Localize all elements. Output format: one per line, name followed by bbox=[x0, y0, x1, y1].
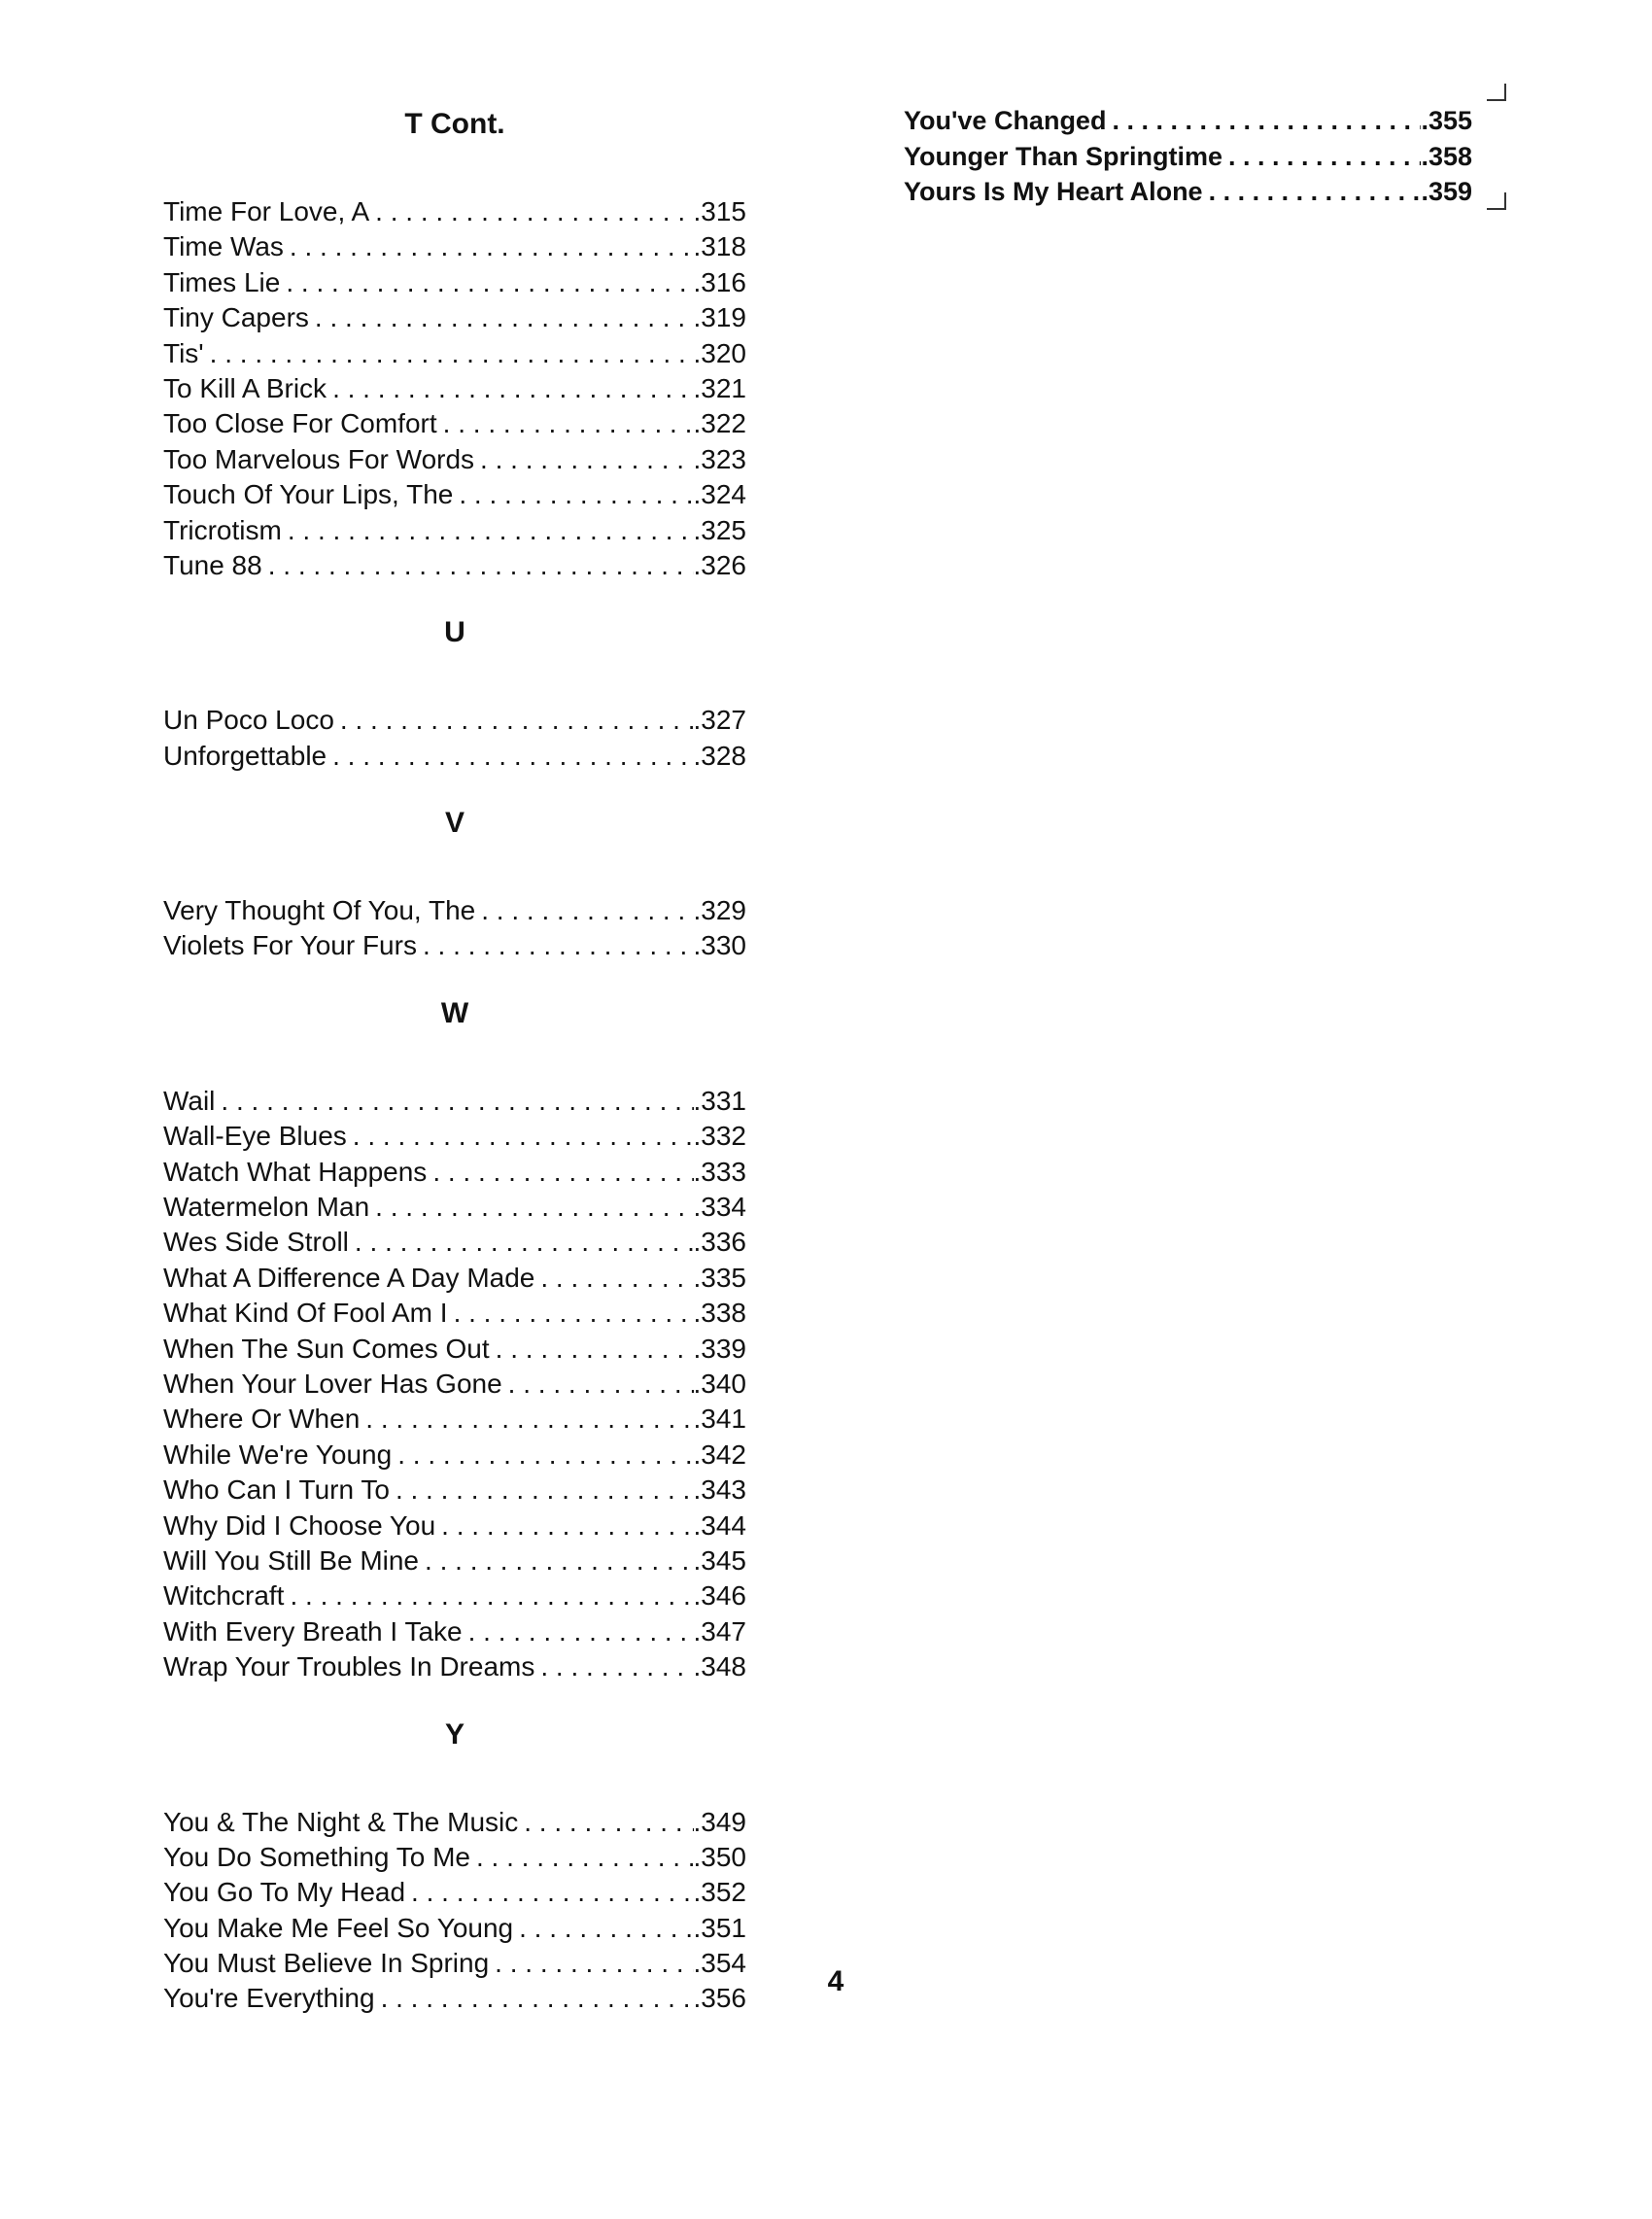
dot-leader bbox=[215, 1084, 693, 1119]
dot-leader bbox=[392, 1438, 693, 1473]
entry-page: .325 bbox=[693, 514, 746, 545]
index-entry bbox=[163, 1649, 746, 1684]
entry-title: Why Did I Choose You bbox=[163, 1509, 436, 1541]
entry-title: Unforgettable bbox=[163, 740, 327, 771]
entry-title: You've Changed bbox=[904, 106, 1107, 135]
entry-page: .335 bbox=[693, 1262, 746, 1293]
index-entry bbox=[163, 1981, 746, 2016]
index-entry bbox=[163, 1946, 746, 1981]
entry-title: Tricrotism bbox=[163, 514, 282, 545]
dot-leader bbox=[204, 336, 694, 371]
entry-page: .316 bbox=[693, 266, 746, 297]
index-entry bbox=[163, 1332, 746, 1367]
dot-leader bbox=[417, 928, 694, 963]
index-entry bbox=[163, 1543, 746, 1578]
index-entry bbox=[163, 1875, 746, 1910]
entry-page: .355 bbox=[1421, 106, 1472, 135]
entry-title: Will You Still Be Mine bbox=[163, 1544, 420, 1576]
scan-margin-mark bbox=[1487, 84, 1506, 101]
index-entry bbox=[904, 103, 1472, 139]
entry-title: You Must Believe In Spring bbox=[163, 1948, 490, 1979]
index-entry bbox=[904, 174, 1472, 210]
entry-page: .341 bbox=[693, 1404, 746, 1435]
dot-leader bbox=[262, 548, 694, 583]
entry-title: Very Thought Of You, The bbox=[163, 895, 476, 926]
entry-page: .327 bbox=[693, 705, 746, 736]
dot-leader bbox=[463, 1614, 694, 1649]
section-heading: T Cont. bbox=[404, 108, 505, 140]
entry-title: Violets For Your Furs bbox=[163, 930, 417, 961]
entry-page: .322 bbox=[693, 408, 746, 439]
section-heading: W bbox=[440, 996, 469, 1029]
dot-leader bbox=[474, 442, 693, 477]
dot-leader bbox=[284, 1578, 693, 1613]
index-entry bbox=[163, 1261, 746, 1296]
dot-leader bbox=[534, 1261, 693, 1296]
entry-page: .326 bbox=[693, 549, 746, 580]
index-entry bbox=[163, 1190, 746, 1225]
entry-title: Too Close For Comfort bbox=[163, 408, 437, 439]
scan-margin-mark bbox=[1487, 192, 1506, 210]
entry-title: Yours Is My Heart Alone bbox=[904, 177, 1203, 206]
dot-leader bbox=[1203, 174, 1422, 210]
entry-title: When The Sun Comes Out bbox=[163, 1333, 490, 1364]
index-section-y bbox=[163, 1716, 746, 2017]
dot-leader bbox=[327, 371, 693, 406]
entry-list bbox=[163, 1805, 746, 2017]
entry-page: .315 bbox=[693, 196, 746, 226]
index-entry bbox=[163, 1155, 746, 1190]
index-entry bbox=[163, 703, 746, 738]
entry-page: .359 bbox=[1421, 177, 1472, 206]
index-section-w bbox=[163, 994, 746, 1685]
dot-leader bbox=[375, 1981, 694, 2016]
index-entry bbox=[163, 1578, 746, 1613]
entry-title: Time Was bbox=[163, 231, 284, 262]
entry-title: Watermelon Man bbox=[163, 1192, 370, 1223]
entry-title: Too Marvelous For Words bbox=[163, 443, 475, 474]
section-heading: U bbox=[444, 616, 465, 649]
entry-page: .354 bbox=[693, 1948, 746, 1979]
entry-page: .345 bbox=[693, 1544, 746, 1576]
entry-title: Wail bbox=[163, 1085, 216, 1116]
index-entry bbox=[163, 1402, 746, 1437]
index-entry bbox=[163, 928, 746, 963]
dot-leader bbox=[419, 1543, 693, 1578]
entry-title: When Your Lover Has Gone bbox=[163, 1368, 502, 1399]
index-entry bbox=[163, 1296, 746, 1331]
entry-page: .340 bbox=[693, 1368, 746, 1399]
dot-leader bbox=[282, 513, 694, 548]
entry-title: Wall-Eye Blues bbox=[163, 1121, 347, 1152]
entry-list bbox=[163, 1084, 746, 1685]
dot-leader bbox=[309, 300, 694, 335]
entry-page: .318 bbox=[693, 231, 746, 262]
entry-title: To Kill A Brick bbox=[163, 372, 327, 403]
dot-leader bbox=[448, 1296, 694, 1331]
section-heading: Y bbox=[444, 1717, 465, 1751]
entry-page: .348 bbox=[693, 1651, 746, 1682]
index-entry bbox=[163, 1084, 746, 1119]
dot-leader bbox=[513, 1911, 693, 1946]
entry-title: Tiny Capers bbox=[163, 302, 309, 333]
dot-leader bbox=[489, 1946, 693, 1981]
dot-leader bbox=[502, 1367, 694, 1402]
entry-title: Who Can I Turn To bbox=[163, 1474, 390, 1506]
index-entry bbox=[163, 1508, 746, 1543]
entry-page: .346 bbox=[693, 1580, 746, 1612]
index-entry bbox=[163, 477, 746, 512]
entry-title: You're Everything bbox=[163, 1983, 375, 2014]
dot-leader bbox=[284, 229, 694, 264]
entry-page: .328 bbox=[693, 740, 746, 771]
entry-page: .323 bbox=[693, 443, 746, 474]
index-entry bbox=[163, 229, 746, 264]
entry-title: Times Lie bbox=[163, 266, 281, 297]
entry-list bbox=[163, 703, 746, 774]
index-entry bbox=[163, 1119, 746, 1154]
entry-page: .344 bbox=[693, 1509, 746, 1541]
entry-title: You & The Night & The Music bbox=[163, 1806, 519, 1837]
entry-title: Wrap Your Troubles In Dreams bbox=[163, 1651, 535, 1682]
page-number: 4 bbox=[827, 1965, 844, 1997]
index-entry bbox=[163, 194, 746, 229]
dot-leader bbox=[518, 1805, 693, 1840]
dot-leader bbox=[475, 893, 693, 928]
entry-page: .320 bbox=[693, 337, 746, 368]
dot-leader bbox=[490, 1332, 694, 1367]
index-entry bbox=[163, 1805, 746, 1840]
entry-page: .351 bbox=[693, 1912, 746, 1943]
entry-page: .338 bbox=[693, 1298, 746, 1329]
index-entry bbox=[163, 442, 746, 477]
index-entry bbox=[163, 336, 746, 371]
dot-leader bbox=[1222, 139, 1421, 175]
index-section-u bbox=[163, 613, 746, 774]
dot-leader bbox=[334, 703, 694, 738]
entry-title: Tis' bbox=[163, 337, 204, 368]
dot-leader bbox=[327, 739, 693, 774]
entry-title: While We're Young bbox=[163, 1439, 393, 1470]
entry-page: .321 bbox=[693, 372, 746, 403]
entry-title: Touch Of Your Lips, The bbox=[163, 479, 454, 510]
entry-list bbox=[904, 103, 1472, 210]
entry-page: .342 bbox=[693, 1439, 746, 1470]
entry-page: .329 bbox=[693, 895, 746, 926]
entry-title: With Every Breath I Take bbox=[163, 1615, 463, 1647]
index-entry bbox=[163, 548, 746, 583]
entry-page: .319 bbox=[693, 302, 746, 333]
index-entry bbox=[163, 1367, 746, 1402]
right-index-column bbox=[904, 103, 1472, 210]
entry-page: .336 bbox=[693, 1227, 746, 1258]
index-entry bbox=[163, 1614, 746, 1649]
entry-title: Witchcraft bbox=[163, 1580, 285, 1612]
dot-leader bbox=[349, 1225, 694, 1260]
entry-page: .330 bbox=[693, 930, 746, 961]
entry-title: You Make Me Feel So Young bbox=[163, 1912, 514, 1943]
entry-page: .356 bbox=[693, 1983, 746, 2014]
entry-page: .334 bbox=[693, 1192, 746, 1223]
index-entry bbox=[163, 1438, 746, 1473]
dot-leader bbox=[435, 1508, 693, 1543]
dot-leader bbox=[453, 477, 693, 512]
entry-title: Time For Love, A bbox=[163, 196, 370, 226]
entry-title: You Do Something To Me bbox=[163, 1841, 470, 1872]
left-index-column bbox=[163, 105, 746, 2017]
entry-list bbox=[163, 194, 746, 583]
dot-leader bbox=[405, 1875, 693, 1910]
entry-title: Watch What Happens bbox=[163, 1156, 428, 1187]
dot-leader bbox=[437, 406, 694, 441]
index-entry bbox=[904, 139, 1472, 175]
dot-leader bbox=[1106, 103, 1421, 139]
section-heading: V bbox=[444, 807, 465, 840]
index-entry bbox=[163, 1911, 746, 1946]
index-entry bbox=[163, 406, 746, 441]
entry-title: What A Difference A Day Made bbox=[163, 1262, 535, 1293]
dot-leader bbox=[427, 1155, 693, 1190]
dot-leader bbox=[369, 194, 693, 229]
dot-leader bbox=[470, 1840, 694, 1875]
entry-page: .332 bbox=[693, 1121, 746, 1152]
entry-page: .349 bbox=[693, 1806, 746, 1837]
entry-page: .352 bbox=[693, 1877, 746, 1908]
index-entry bbox=[163, 1225, 746, 1260]
index-entry bbox=[163, 300, 746, 335]
entry-page: .333 bbox=[693, 1156, 746, 1187]
dot-leader bbox=[280, 265, 693, 300]
dot-leader bbox=[369, 1190, 693, 1225]
entry-title: Un Poco Loco bbox=[163, 705, 334, 736]
entry-page: .347 bbox=[693, 1615, 746, 1647]
dot-leader bbox=[534, 1649, 693, 1684]
entry-title: What Kind Of Fool Am I bbox=[163, 1298, 448, 1329]
dot-leader bbox=[390, 1473, 694, 1508]
entry-title: Younger Than Springtime bbox=[904, 141, 1223, 171]
entry-page: .350 bbox=[693, 1841, 746, 1872]
entry-title: Where Or When bbox=[163, 1404, 361, 1435]
index-section-v bbox=[163, 804, 746, 964]
entry-page: .339 bbox=[693, 1333, 746, 1364]
index-entry bbox=[163, 893, 746, 928]
dot-leader bbox=[347, 1119, 694, 1154]
index-entry bbox=[163, 371, 746, 406]
entry-page: .331 bbox=[693, 1085, 746, 1116]
index-entry bbox=[163, 513, 746, 548]
entry-title: Tune 88 bbox=[163, 549, 262, 580]
entry-page: .343 bbox=[693, 1474, 746, 1506]
entry-page: .324 bbox=[693, 479, 746, 510]
index-entry bbox=[163, 1840, 746, 1875]
index-entry bbox=[163, 1473, 746, 1508]
index-section-t bbox=[163, 105, 746, 583]
entry-page: .358 bbox=[1421, 141, 1472, 171]
dot-leader bbox=[360, 1402, 693, 1437]
index-entry bbox=[163, 265, 746, 300]
entry-title: You Go To My Head bbox=[163, 1877, 406, 1908]
entry-list bbox=[163, 893, 746, 964]
index-entry bbox=[163, 739, 746, 774]
entry-title: Wes Side Stroll bbox=[163, 1227, 349, 1258]
